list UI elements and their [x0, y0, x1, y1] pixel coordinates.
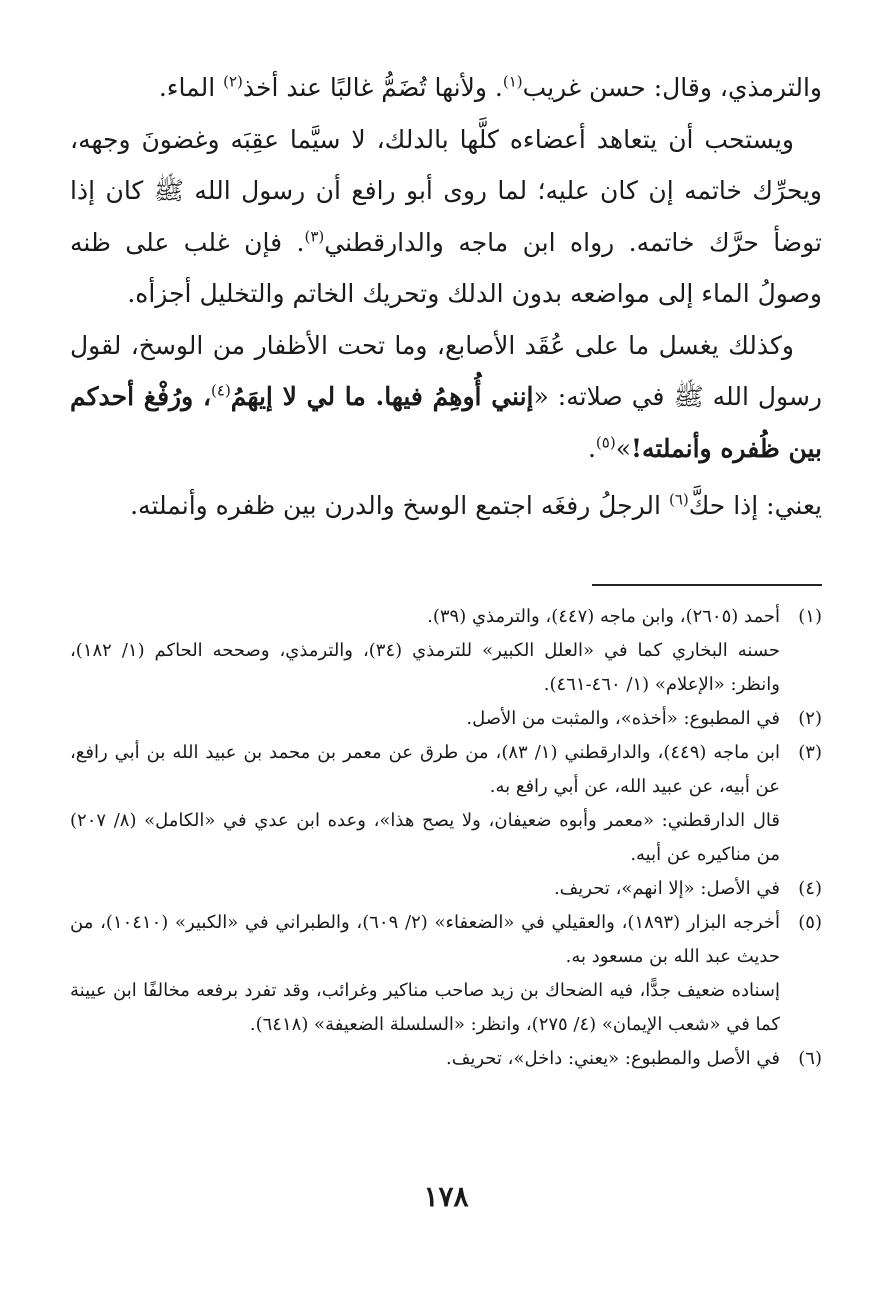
footnote-marker: (٣)	[304, 227, 325, 246]
page-number: ١٧٨	[423, 1180, 469, 1213]
footnote-body	[70, 1042, 780, 1076]
paragraph	[70, 114, 822, 320]
main-text	[70, 62, 822, 532]
paragraph	[70, 62, 822, 114]
paragraph	[70, 480, 822, 532]
paragraph-text: »	[615, 433, 631, 463]
footnote-number: (٣)	[798, 741, 822, 763]
footnote-body	[70, 906, 780, 1042]
footnote-text: في المطبوع: «أخذه»، والمثبت من الأصل.	[466, 707, 780, 729]
footnote-body	[70, 702, 780, 736]
footnote-number: (٢)	[798, 707, 822, 729]
footnote-text: في الأصل: «إلا انهم»، تحريف.	[553, 877, 780, 899]
footnote-text: حسنه البخاري كما في «العلل الكبير» للترمذي (٣٤)، والترمذي، وصححه الحاكم (١/ ١٨٢)، وانظر: «الإعلام» (١/ ٤٦٠-٤٦١).	[70, 639, 781, 695]
paragraph-text: الماء.	[158, 73, 224, 102]
footnote-number: (٦)	[798, 1047, 822, 1069]
paragraph-text: . ولأنها تُضَمُّ غالبًا عند أخذ	[242, 73, 503, 102]
paragraph-text: ويستحب أن يتعاهد أعضاءه كلَّها بالدلك، لا سيَّما عقِبَه وغضونَ وجهه، ويحرِّك خاتمه إن كان عليه؛ لما روى أبو رافع أن رسول الله ﷺ كان إذا توضأ حرَّك خاتمه. رواه ابن ماجه والدارقطني	[70, 124, 822, 257]
paragraph-text: يعني: إذا حكَّ	[688, 491, 822, 520]
footnote-text: ابن ماجه (٤٤٩)، والدارقطني (١/ ٨٣)، من طرق عن معمر بن محمد بن عبيد الله بن أبي رافع، عن أبيه، عن عبيد الله، عن أبي رافع به.	[70, 741, 781, 797]
footnote	[70, 600, 822, 702]
footnote-body	[70, 736, 780, 872]
footnotes	[70, 600, 822, 1076]
footnote	[70, 702, 822, 736]
hadith-text: إنني أُوهِمُ فيها. ما لي لا إيهَمُ	[230, 382, 534, 411]
footnote-body	[70, 872, 780, 906]
footnote-marker: (٢)	[223, 72, 243, 91]
footnote-text: في الأصل والمطبوع: «يعني: داخل»، تحريف.	[445, 1047, 780, 1069]
footnote-marker: (٥)	[595, 433, 616, 452]
footnote-marker: (١)	[502, 72, 523, 91]
footnote-text: أحمد (٢٦٠٥)، وابن ماجه (٤٤٧)، والترمذي (٣٩).	[427, 605, 780, 627]
footnote-body	[70, 600, 780, 702]
hadith-text: ، ورُفْغ أحدكم بين ظُفره وأنملته!	[70, 382, 822, 463]
footnote-number: (٥)	[798, 911, 822, 933]
footnote-text: إسناده ضعيف جدًّا، فيه الضحاك بن زيد صاحب مناكير وغرائب، وقد تفرد برفعه مخالفًا ابن عيينة كما في «شعب الإيمان» (٤/ ٢٧٥)، وانظر: «السلسلة الضعيفة» (٦٤١٨).	[70, 979, 780, 1035]
footnote-number: (١)	[798, 605, 822, 627]
footnote	[70, 872, 822, 906]
footnote	[70, 1042, 822, 1076]
footnote	[70, 736, 822, 872]
footnote-marker: (٦)	[668, 490, 689, 509]
paragraph-text: . فإن غلب على ظنه وصولُ الماء إلى مواضعه بدون الدلك وتحريك الخاتم والتخليل أجزأه.	[70, 227, 822, 308]
footnote-marker: (٤)	[211, 381, 231, 400]
paragraph-text: .	[587, 433, 596, 463]
paragraph-text: وكذلك يغسل ما على عُقَد الأصابع، وما تحت الأظفار من الوسخ، لقول رسول الله ﷺ في صلاته: «	[70, 330, 822, 411]
footnote-divider	[592, 584, 822, 586]
book-page	[70, 62, 822, 1076]
paragraph-text: والترمذي، وقال: حسن غريب	[522, 73, 822, 102]
footnote-text: قال الدارقطني: «معمر وأبوه ضعيفان، ولا يصح هذا»، وعده ابن عدي في «الكامل» (٨/ ٢٠٧) من مناكيره عن أبيه.	[70, 809, 780, 865]
paragraph	[70, 320, 822, 475]
footnote-number: (٤)	[798, 877, 822, 899]
footnote-text: أخرجه البزار (١٨٩٣)، والعقيلي في «الضعفاء» (٢/ ٦٠٩)، والطبراني في «الكبير» (١٠٤١٠)، من حديث عبد الله بن مسعود به.	[70, 911, 780, 967]
paragraph-text: الرجلُ رفغَه اجتمع الوسخ والدرن بين ظفره وأنملته.	[130, 491, 669, 520]
footnote	[70, 906, 822, 1042]
